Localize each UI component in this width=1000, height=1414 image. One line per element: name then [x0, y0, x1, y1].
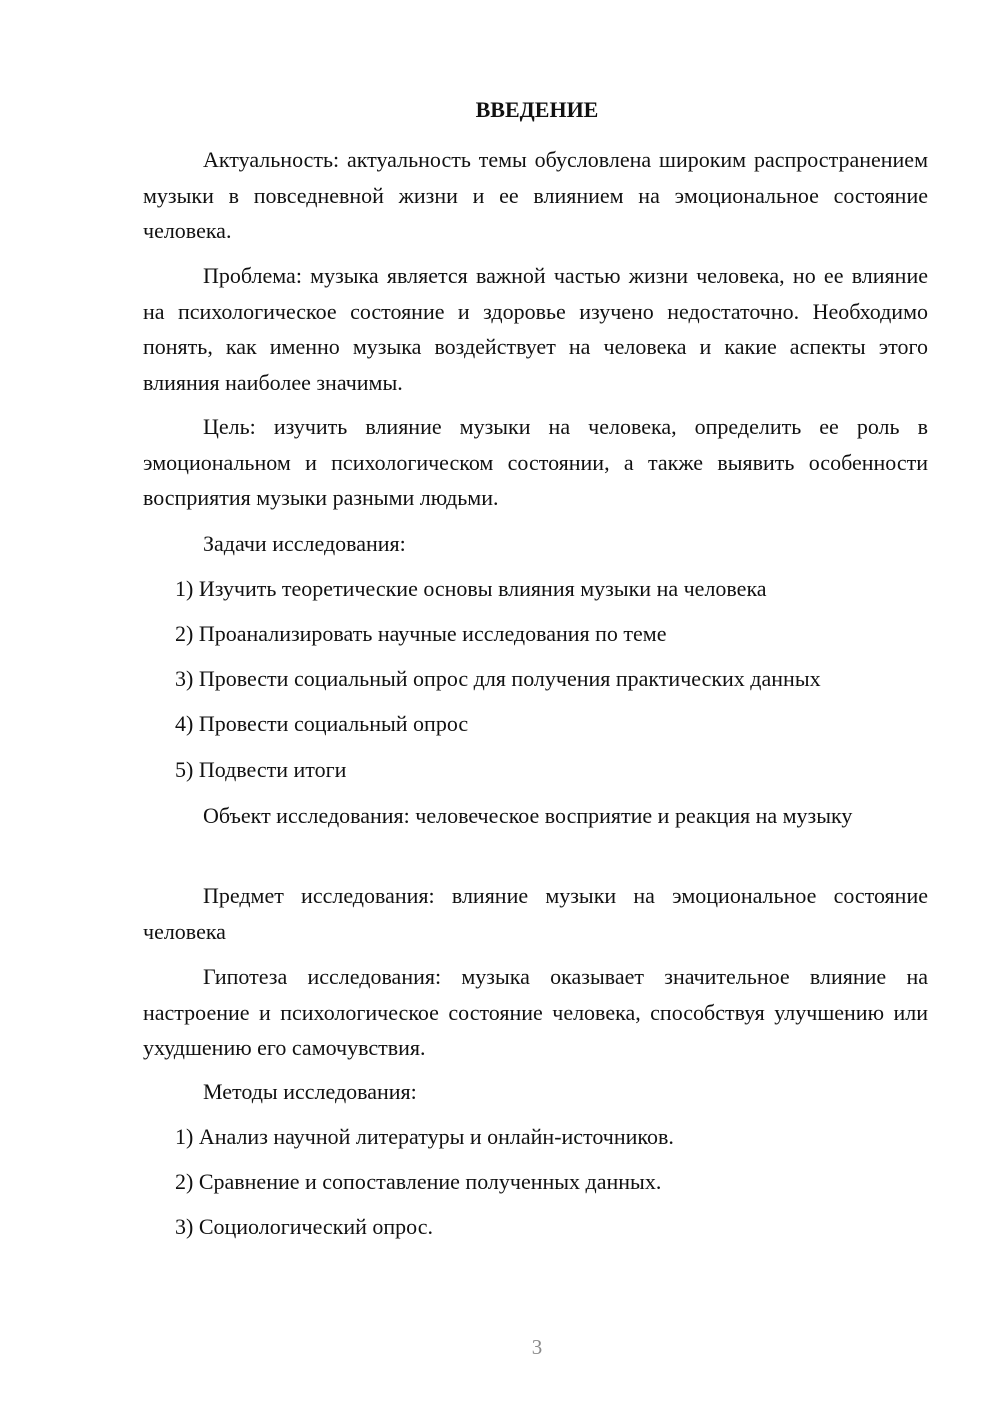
- methods-heading: Методы исследования:: [203, 1079, 417, 1104]
- task-item-1: 1) Изучить теоретические основы влияния музыки на человека: [175, 576, 767, 601]
- task-item-5: 5) Подвести итоги: [175, 757, 347, 782]
- task-item-2: 2) Проанализировать научные исследования по теме: [175, 621, 667, 646]
- method-item-2: 2) Сравнение и сопоставление полученных данных.: [175, 1169, 662, 1194]
- paragraph-relevance: Актуальность: актуальность темы обусловлена широким распространением музыки в повседневной жизни и ее влиянием на эмоциональное состояние человека.: [143, 147, 928, 243]
- page-title: ВВЕДЕНИЕ: [475, 97, 599, 122]
- paragraph-problem: Проблема: музыка является важной частью жизни человека, но ее влияние на психологическое состояние и здоровье изучено недостаточно. Необходимо понять, как именно музыка воздействует на человека и какие аспекты этого влияния наиболее значимы.: [143, 263, 928, 395]
- page-number: 3: [531, 1335, 543, 1359]
- paragraph-hypothesis: Гипотеза исследования: музыка оказывает значительное влияние на настроение и психологическое состояние человека, способствуя улучшению или ухудшению его самочувствия.: [143, 964, 928, 1060]
- method-item-1: 1) Анализ научной литературы и онлайн-источников.: [175, 1124, 674, 1149]
- task-item-3: 3) Провести социальный опрос для получения практических данных: [175, 666, 821, 691]
- tasks-heading: Задачи исследования:: [203, 531, 406, 556]
- paragraph-goal: Цель: изучить влияние музыки на человека, определить ее роль в эмоциональном и психологическом состоянии, а также выявить особенности восприятия музыки разными людьми.: [143, 414, 928, 510]
- paragraph-object: Объект исследования: человеческое восприятие и реакция на музыку: [203, 803, 853, 828]
- paragraph-subject: Предмет исследования: влияние музыки на эмоциональное состояние человека: [143, 883, 928, 944]
- task-item-4: 4) Провести социальный опрос: [175, 711, 469, 736]
- method-item-3: 3) Социологический опрос.: [175, 1214, 433, 1239]
